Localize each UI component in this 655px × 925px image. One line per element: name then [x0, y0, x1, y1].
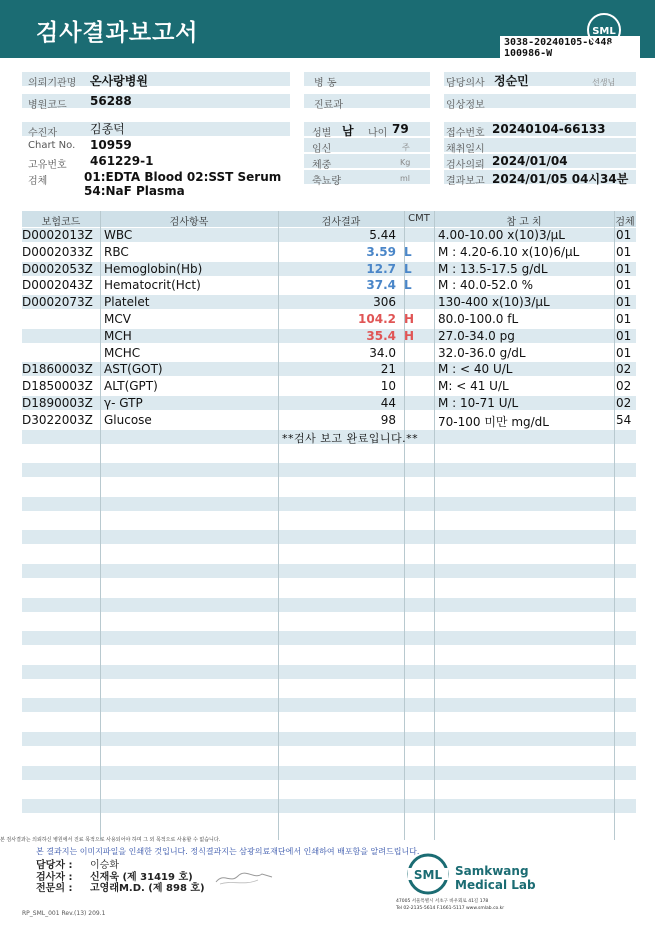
col-header-ref: 참 고 치: [506, 217, 542, 228]
test-result: 37.4: [366, 278, 396, 293]
report-code-line1: 3038-20240105-0448: [504, 37, 613, 48]
company-contact: Tel 02-2135-5614 F.1661-5117 www.smlab.co.kr: [396, 906, 505, 911]
receipt-label: 접수번호: [446, 128, 485, 139]
reference-range: 32.0-36.0 g/dL: [438, 345, 526, 360]
footer-fine-print: 본 검사결과는 의뢰하신 병원에서 진료 목적으로 사용되어야 하며 그 외 목적으로 사용할 수 없습니다.: [0, 837, 221, 843]
signature-scribble: [214, 868, 274, 888]
test-item: Hemoglobin(Hb): [104, 261, 203, 276]
report-date-label: 결과보고: [446, 176, 485, 187]
test-result: 306: [373, 295, 396, 310]
weight-unit: Kg: [400, 158, 411, 167]
test-item: RBC: [104, 244, 129, 259]
specimen-code: 02: [616, 362, 632, 377]
table-stripe: [22, 497, 636, 511]
sml-logo-text: SML: [592, 26, 616, 37]
test-item: MCHC: [104, 345, 141, 360]
company-line1: Samkwang: [455, 864, 529, 878]
chart-value: 10959: [90, 138, 132, 152]
collect-label: 채취일시: [446, 144, 485, 155]
test-flag: L: [404, 244, 412, 259]
sml-logo-text: SML: [413, 868, 443, 882]
company-address: 47005 서울특별시 서초구 바우뫼로 41길 178: [396, 899, 489, 904]
dept-label: 진료과: [314, 100, 343, 111]
test-result: 44: [380, 396, 396, 410]
specimen-code: 01: [616, 312, 632, 326]
specimen-code: 01: [616, 295, 632, 310]
report-header: [0, 0, 655, 58]
test-result: 21: [380, 362, 396, 377]
sex-value: 남: [342, 124, 354, 138]
table-stripe: [22, 463, 636, 477]
weight-label: 체중: [312, 160, 332, 171]
reference-range: M: < 41 U/L: [438, 379, 509, 394]
table-column-divider: [614, 211, 615, 840]
insurance-code: D1860003Z: [22, 362, 93, 377]
patient-value: 김종덕: [90, 122, 125, 136]
revision-text: RP_SML_001 Rev.(13) 209.1: [22, 910, 106, 917]
report-date-value: 2024/01/05 04시34분: [492, 172, 629, 186]
report-complete-text: **검사 보고 완료입니다.**: [282, 432, 419, 445]
test-item: Hematocrit(Hct): [104, 278, 201, 293]
test-result: 12.7: [366, 261, 396, 276]
print-notice: 본 결과지는 이미지파일을 인쇄한 것입니다. 정식결과지는 삼광의료재단에서 인쇄하여 배포함을 알려드립니다.: [36, 847, 420, 856]
sml-logo-icon: [406, 852, 450, 896]
manager-value: 이승화: [90, 860, 119, 871]
reference-range: M : 40.0-52.0 %: [438, 278, 534, 293]
col-header-cmt: CMT: [408, 213, 430, 224]
doctor-value: 정순민: [494, 74, 529, 88]
specimen-code: 01: [616, 328, 632, 343]
test-result: 35.4: [366, 328, 396, 343]
test-item: Glucose: [104, 412, 152, 427]
test-flag: H: [404, 328, 415, 343]
test-item: MCH: [104, 328, 132, 343]
test-result: 104.2: [358, 312, 396, 326]
table-stripe: [22, 766, 636, 780]
reference-range: 4.00-10.00 x(10)3/μL: [438, 228, 565, 242]
insurance-code: D1890003Z: [22, 396, 93, 410]
doctor-label: 담당의사: [446, 78, 485, 89]
urine-label: 축뇨량: [312, 176, 341, 187]
reference-range: M : 10-71 U/L: [438, 396, 519, 410]
insurance-code: D3022003Z: [22, 412, 93, 427]
specimen-line2: 54:NaF Plasma: [84, 184, 185, 198]
test-item: Platelet: [104, 295, 150, 310]
clinical-label: 임상정보: [446, 100, 485, 111]
institution-value: 온사랑병원: [90, 74, 148, 88]
col-header-code: 보험코드: [41, 217, 81, 228]
patient-label: 수진자: [28, 128, 57, 139]
pregnancy-label: 임신: [312, 144, 332, 155]
table-column-divider: [100, 211, 101, 840]
insurance-code: D0002053Z: [22, 261, 93, 276]
specialist-label: 전문의 :: [36, 883, 73, 894]
table-stripe: [22, 631, 636, 645]
specimen-code: 02: [616, 396, 632, 410]
table-stripe: [22, 564, 636, 578]
col-header-spec: 검체: [615, 217, 635, 228]
info-band: [22, 122, 290, 136]
col-header-item: 검사항목: [169, 217, 209, 228]
company-name: [455, 864, 536, 892]
reference-range: 27.0-34.0 pg: [438, 328, 515, 343]
report-code-line2: 100986-W: [504, 48, 553, 59]
ward-label: 병 동: [314, 78, 337, 89]
table-column-divider: [434, 211, 435, 840]
table-stripe: [22, 530, 636, 544]
id-label: 고유번호: [28, 160, 67, 171]
manager-label: 담당자 :: [36, 860, 73, 871]
insurance-code: D1850003Z: [22, 379, 93, 394]
reference-range: M : < 40 U/L: [438, 362, 513, 377]
sex-label: 성별: [312, 128, 332, 139]
request-value: 2024/01/04: [492, 154, 568, 168]
company-line2: Medical Lab: [455, 878, 536, 892]
table-stripe: [22, 799, 636, 813]
insurance-code: D0002043Z: [22, 278, 93, 293]
reference-range: M : 13.5-17.5 g/dL: [438, 261, 548, 276]
table-column-divider: [278, 211, 279, 840]
pregnancy-unit: 주: [402, 143, 410, 152]
age-label: 나이: [368, 128, 388, 139]
test-flag: L: [404, 278, 412, 293]
insurance-code: D0002033Z: [22, 244, 93, 259]
test-result: 34.0: [369, 345, 396, 360]
specimen-code: 02: [616, 379, 632, 394]
table-stripe: [22, 598, 636, 612]
table-column-divider: [404, 211, 405, 840]
test-result: 3.59: [366, 244, 396, 259]
id-value: 461229-1: [90, 154, 154, 168]
test-flag: L: [404, 261, 412, 276]
specimen-line1: 01:EDTA Blood 02:SST Serum: [84, 170, 282, 184]
table-stripe: [22, 665, 636, 679]
urine-unit: ml: [400, 174, 411, 183]
age-value: 79: [392, 122, 409, 136]
test-flag: H: [404, 312, 415, 326]
test-result: 5.44: [369, 228, 396, 242]
hospital-code-value: 56288: [90, 94, 132, 108]
table-stripe: [22, 732, 636, 746]
doctor-suffix: 선생님: [592, 78, 616, 87]
request-label: 검사의뢰: [446, 160, 485, 171]
chart-label: Chart No.: [28, 140, 76, 151]
test-result: 10: [380, 379, 396, 394]
specimen-code: 01: [616, 244, 632, 259]
insurance-code: D0002013Z: [22, 228, 93, 242]
inspector-value: 신재욱 (제 31419 호): [90, 872, 193, 883]
reference-range: 130-400 x(10)3/μL: [438, 295, 550, 310]
col-header-result: 검사결과: [321, 217, 361, 228]
hospital-code-label: 병원코드: [28, 100, 67, 111]
test-item: MCV: [104, 312, 131, 326]
test-item: γ- GTP: [104, 396, 143, 410]
reference-range: 70-100 미만 mg/dL: [438, 414, 549, 429]
report-title: 검사결과보고서: [36, 20, 199, 46]
test-item: ALT(GPT): [104, 379, 158, 394]
specimen-code: 54: [616, 412, 632, 427]
specimen-label: 검체: [28, 176, 48, 187]
test-item: WBC: [104, 228, 133, 242]
table-stripe: [22, 698, 636, 712]
specimen-code: 01: [616, 228, 632, 242]
specimen-code: 01: [616, 261, 632, 276]
sml-logo-icon: [586, 12, 622, 48]
specimen-code: 01: [616, 345, 632, 360]
specialist-value: 고영래M.D. (제 898 호): [90, 883, 205, 894]
test-result: 98: [380, 412, 396, 427]
specimen-code: 01: [616, 278, 632, 293]
test-item: AST(GOT): [104, 362, 163, 377]
inspector-label: 검사자 :: [36, 872, 73, 883]
reference-range: 80.0-100.0 fL: [438, 312, 519, 326]
receipt-value: 20240104-66133: [492, 122, 606, 136]
insurance-code: D0002073Z: [22, 295, 93, 310]
reference-range: M : 4.20-6.10 x(10)6/μL: [438, 244, 580, 259]
institution-label: 의뢰기관명: [28, 78, 77, 89]
